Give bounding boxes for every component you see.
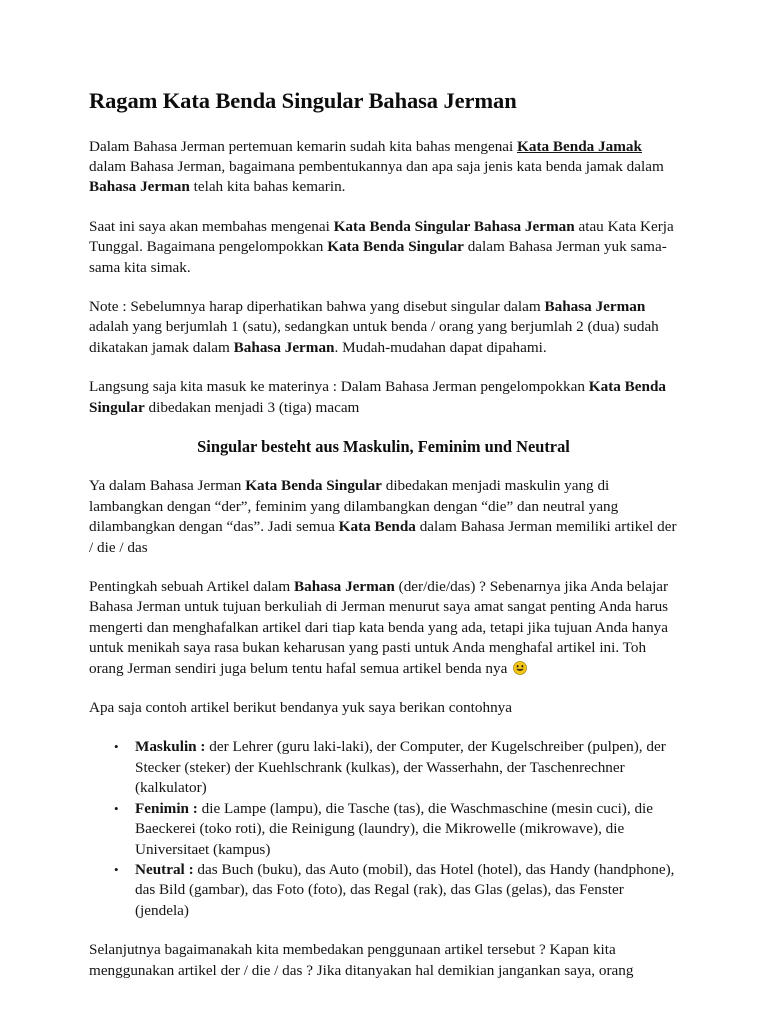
list-item-text: der Lehrer (guru laki-laki), der Computer, der Kugelschreiber (pulpen), der Stecker (steker) der Kuehlschrank (kulkas), der Wasserhahn, der Taschenrechner (kalkulator) <box>135 738 666 797</box>
list-item-label: Maskulin : <box>135 738 206 756</box>
text-run: Pentingkah sebuah Artikel dalam <box>89 578 294 596</box>
article-examples-list <box>89 737 678 921</box>
list-item <box>89 737 678 798</box>
text-run: . Mudah-mudahan dapat dipahami. <box>334 338 547 356</box>
text-run-bold: Bahasa Jerman <box>294 578 395 596</box>
grinning-face-emoji <box>513 661 527 675</box>
text-run: adalah yang berjumlah 1 (satu), sedangkan untuk benda / orang yang berjumlah 2 (dua) sudah dikatakan jamak dalam <box>89 318 659 356</box>
list-item-text: die Lampe (lampu), die Tasche (tas), die Waschmaschine (mesin cuci), die Baeckerei (toko roti), die Reinigung (laundry), die Mikrowelle (mikrowave), die Universitaet (kampus) <box>135 799 653 858</box>
text-run: dalam Bahasa Jerman, bagaimana pembentukannya dan apa saja jenis kata benda jamak dalam <box>89 157 664 175</box>
text-run-bold: Bahasa Jerman <box>89 178 190 196</box>
text-run-bold: Kata Benda Singular <box>245 477 382 495</box>
text-run: dibedakan menjadi maskulin yang di lambangkan dengan “der”, feminim yang dilambangkan dengan “die” dan neutral yang dilambangkan dengan “das”. Jadi semua <box>89 477 619 536</box>
list-item <box>89 860 678 921</box>
text-run: Dalam Bahasa Jerman pertemuan kemarin sudah kita bahas mengenai <box>89 137 518 155</box>
paragraph-examples-intro: Apa saja contoh artikel berikut bendanya yuk saya berikan contohnya <box>89 699 512 717</box>
text-run: dalam Bahasa Jerman yuk sama-sama kita simak. <box>89 238 667 276</box>
list-item-label: Fenimin : <box>135 799 198 817</box>
paragraph-topic <box>89 217 678 278</box>
paragraph-materi <box>89 377 678 418</box>
text-run: Note : Sebelumnya harap diperhatikan bahwa yang disebut singular dalam <box>89 297 545 315</box>
text-run: Saat ini saya akan membahas mengenai <box>89 217 334 235</box>
text-run: telah kita bahas kemarin. <box>189 178 346 196</box>
text-run-bold: Bahasa Jerman <box>544 297 646 315</box>
page-title: Ragam Kata Benda Singular Bahasa Jerman <box>89 88 517 113</box>
paragraph-closing: Selanjutnya bagaimanakah kita membedakan penggunaan artikel tersebut ? Kapan kita menggunakan artikel der / die / das ? Jika ditanyakan hal demikian jangankan saya, orang <box>89 941 634 979</box>
list-item-label: Neutral : <box>135 860 194 878</box>
text-run: (der/die/das) ? Sebenarnya jika Anda belajar Bahasa Jerman untuk tujuan berkuliah di Jerman menurut saya amat sangat penting Anda harus mengerti dan menghafalkan artikel dari tiap kata benda yang ada, tetapi jika tujuan Anda hanya untuk menikah saya rasa bukan keharusan yang pasti untuk Anda menghafal artikel ini. Toh orang Jerman sendiri juga belum tentu hafal semua artikel benda nya <box>89 578 669 677</box>
text-run: Ya dalam Bahasa Jerman <box>89 477 246 495</box>
text-run: Langsung saja kita masuk ke materinya : Dalam Bahasa Jerman pengelompokkan <box>89 378 589 396</box>
list-item <box>89 799 678 860</box>
text-run-bold: Kata Benda Singular Bahasa Jerman <box>333 217 575 235</box>
paragraph-note <box>89 297 678 358</box>
paragraph-gender-explanation <box>89 476 678 558</box>
paragraph-artikel-importance <box>89 577 678 679</box>
text-run: dibedakan menjadi 3 (tiga) macam <box>144 398 360 416</box>
text-run: atau Kata Kerja Tunggal. Bagaimana pengelompokkan <box>89 217 674 256</box>
list-item-text: das Buch (buku), das Auto (mobil), das Hotel (hotel), das Handy (handphone), das Bild (gambar), das Foto (foto), das Regal (rak), das Glas (gelas), das Fenster (jendela) <box>135 860 675 919</box>
text-run: dalam Bahasa Jerman memiliki artikel der / die / das <box>89 518 677 556</box>
text-run-bold: Kata Benda <box>338 518 416 536</box>
text-run-bold: Bahasa Jerman <box>233 338 335 356</box>
paragraph-intro <box>89 137 678 198</box>
text-run-bold: Kata Benda Singular <box>89 378 666 416</box>
text-run-bold: Kata Benda Singular <box>327 238 464 256</box>
link-kata-benda-jamak[interactable]: Kata Benda Jamak <box>517 137 642 155</box>
section-heading: Singular besteht aus Maskulin, Feminim und Neutral <box>197 437 570 457</box>
